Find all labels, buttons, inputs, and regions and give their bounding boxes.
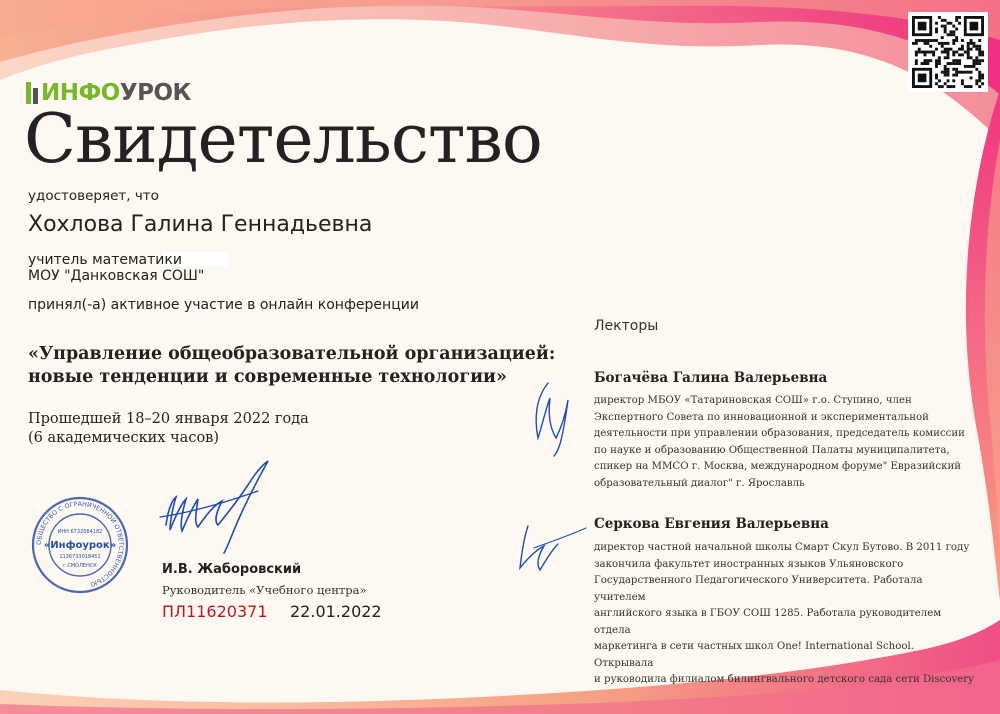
stamp-inn: ИНН 6732084182 <box>57 529 103 535</box>
recipient-name: Хохлова Галина Геннадьевна <box>28 212 373 237</box>
lecturer-1-description <box>594 393 974 492</box>
organization-stamp <box>30 495 130 595</box>
lecturer-1-desc-line: директор МБОУ «Татариновская СОШ» г.о. Ступино, член <box>594 395 912 406</box>
recipient-position: учитель математики <box>28 252 182 268</box>
lecturer-2-desc-line: и руководила филиалом билингвального детского сада сети Discovery <box>594 674 974 685</box>
lecturer-1-desc-line: деятельности при управлении образования, председатель комиссии <box>594 428 965 439</box>
held-dates: Прошедшей 18–20 января 2022 года <box>28 411 309 427</box>
lecturer-2-desc-line: директор частной начальной школы Смарт Скул Бутово. В 2011 году <box>594 542 970 553</box>
director-name: И.В. Жаборовский <box>162 562 302 577</box>
lecturer-2-signature <box>514 520 590 580</box>
registration-number: ПЛ11620371 <box>162 602 268 621</box>
certifies-text: удостоверяет, что <box>28 188 159 204</box>
held-info <box>28 410 309 448</box>
conference-title <box>28 343 555 389</box>
conference-title-line1: «Управление общеобразовательной организацией: <box>28 344 556 364</box>
logo-text-part2: УРОК <box>119 80 191 106</box>
issue-date: 22.01.2022 <box>290 602 382 621</box>
logo-text-part1: ИНФО <box>41 80 120 106</box>
lecturer-2-desc-line: закончила факультет иностранных языков Ульяновского <box>594 558 904 570</box>
held-hours: (6 академических часов) <box>28 430 219 446</box>
stamp-center: «Инфоурок» <box>43 540 117 551</box>
lecturer-1-name: Богачёва Галина Валерьевна <box>594 370 828 386</box>
recipient-organization: МОУ "Данковская СОШ" <box>28 268 205 284</box>
lecturer-1-desc-line: спикер на ММСО г. Москва, международном форуме" Евразийский <box>594 461 962 472</box>
lecturers-heading: Лекторы <box>594 318 659 334</box>
lecturer-2-description <box>594 540 974 689</box>
qr-code <box>908 12 988 92</box>
lecturer-2-desc-line: маркетинга в сети частных школ One! International School. Открывала <box>594 641 914 669</box>
director-signature <box>158 455 278 555</box>
lecturer-2-desc-line: английского языка в ГБОУ СОШ 1285. Работала руководителем отдела <box>594 608 942 636</box>
director-role: Руководитель «Учебного центра» <box>162 583 367 597</box>
conference-title-line2: новые тенденции и современные технологии» <box>28 367 507 387</box>
participation-text: принял(-а) активное участие в онлайн конференции <box>28 297 419 313</box>
stamp-ogrn: 1136733018451 <box>59 554 101 560</box>
lecturer-2-name: Серкова Евгения Валерьевна <box>594 516 829 532</box>
lecturer-2-desc-line: Государственного Педагогического Университета. Работала учителем <box>594 575 923 603</box>
lecturer-1-desc-line: Экспертного Совета по инновационной и экспериментальной <box>594 411 929 423</box>
document-title: Свидетельство <box>24 100 542 179</box>
stamp-city: г.СМОЛЕНСК <box>63 563 97 569</box>
stamp-ring-text: ОБЩЕСТВО С ОГРАНИЧЕННОЙ ОТВЕТСТВЕННОСТЬЮ <box>35 500 125 588</box>
lecturer-1-signature <box>528 378 578 458</box>
lecturer-1-desc-line: по науке и образованию Общественной Палаты муниципалитета, <box>594 444 950 456</box>
lecturer-1-desc-line: образовательный диалог" г. Ярославль <box>594 477 805 489</box>
